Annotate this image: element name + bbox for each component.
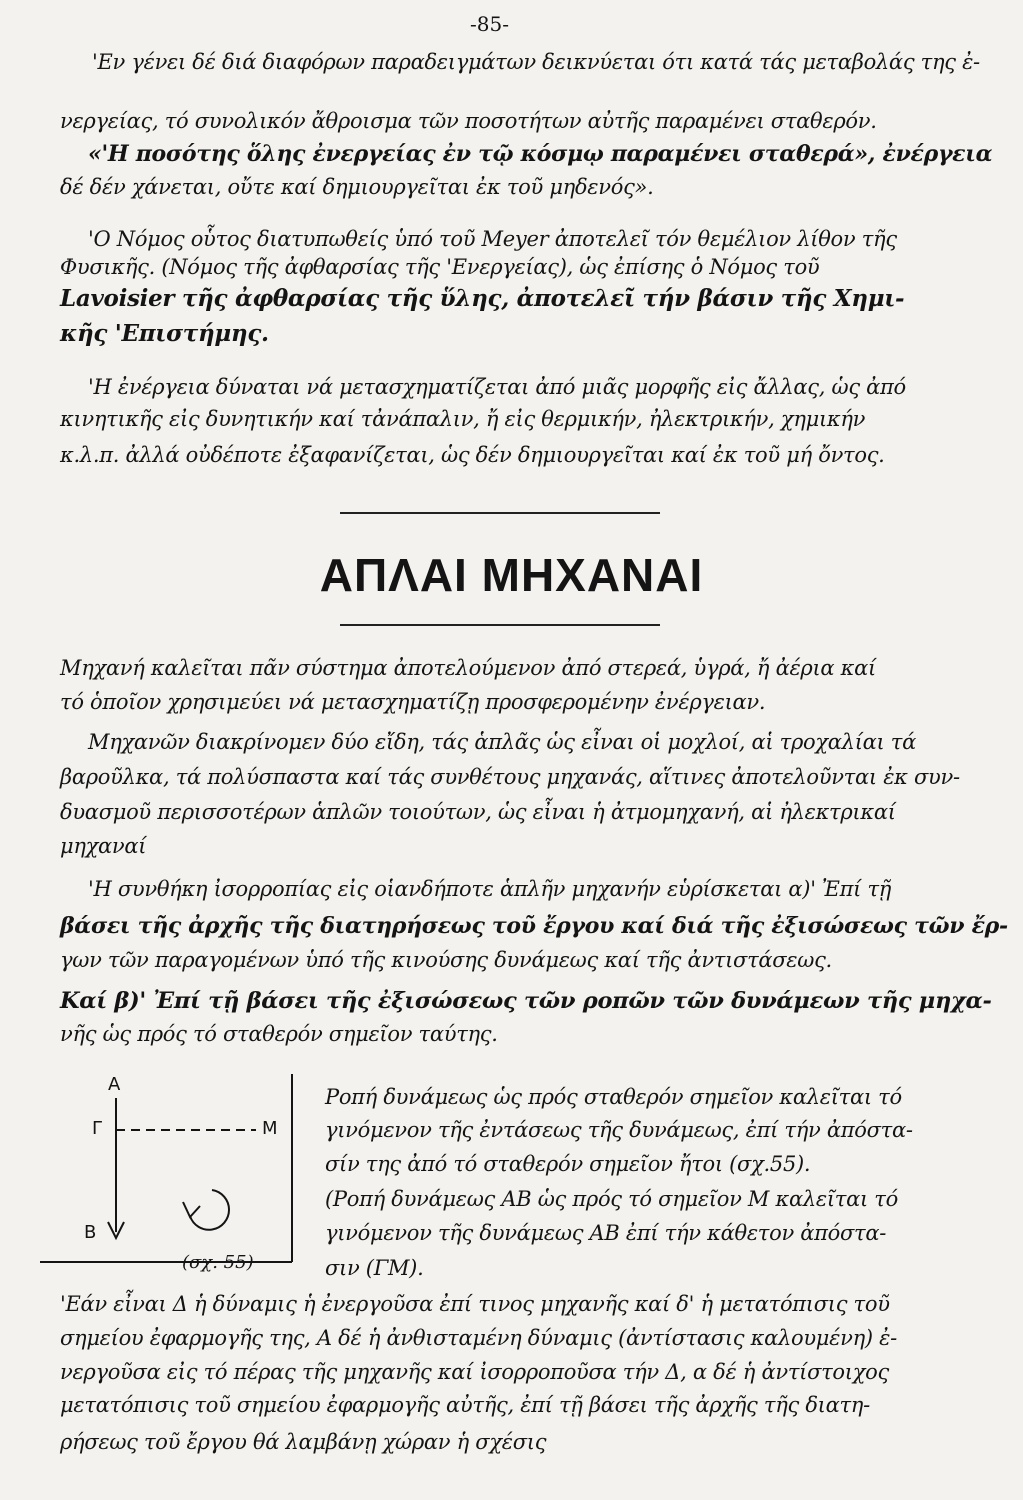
- text-line: Μηχανή καλεῖται πᾶν σύστημα ἀποτελούμενον ἀπό στερεά, ὑγρά, ἤ ἀέρια καί: [60, 656, 876, 680]
- text-line: σιν (ΓΜ).: [325, 1256, 424, 1280]
- text-line: μηχαναί: [60, 834, 147, 858]
- text-line: (Ροπή δυνάμεως ΑΒ ὡς πρός τό σημεῖον Μ καλεῖται τό: [325, 1187, 898, 1211]
- text-line: γινόμενον τῆς δυνάμεως ΑΒ ἐπί τήν κάθετον ἀπόστα-: [325, 1221, 887, 1245]
- section-heading: ΑΠΛΑΙ ΜΗΧΑΝΑΙ: [319, 549, 704, 601]
- text-line: ρήσεως τοῦ ἔργου θά λαμβάνῃ χώραν ἡ σχέσις: [60, 1430, 547, 1454]
- text-line: νεργείας, τό συνολικόν ἄθροισμα τῶν ποσοτήτων αὐτῆς παραμένει σταθερόν.: [60, 109, 877, 133]
- text-line: νῆς ὡς πρός τό σταθερόν σημεῖον ταύτης.: [60, 1022, 498, 1046]
- text-line: γων τῶν παραγομένων ὑπό τῆς κινούσης δυνάμεως καί τῆς ἀντιστάσεως.: [60, 948, 832, 972]
- page-number: -85-: [470, 12, 509, 36]
- text-line: «'Η ποσότης ὅλης ἐνεργείας ἐν τῷ κόσμῳ παραμένει σταθερά», ἐνέργεια: [88, 141, 993, 167]
- text-line: 'Η ἐνέργεια δύναται νά μετασχηματίζεται ἀπό μιᾶς μορφῆς εἰς ἄλλας, ὡς ἀπό: [88, 375, 906, 399]
- text-line: σημείου ἐφαρμογῆς της, Α δέ ἡ ἀνθισταμένη δύναμις (ἀντίστασις καλουμένη) ἐ-: [60, 1326, 897, 1350]
- text-line: βάσει τῆς ἀρχῆς τῆς διατηρήσεως τοῦ ἔργου καί διά τῆς ἐξισώσεως τῶν ἔρ-: [60, 913, 1008, 939]
- text-line: 'Ο Νόμος οὗτος διατυπωθείς ὑπό τοῦ Meyer ἀποτελεῖ τόν θεμέλιον λίθον τῆς: [88, 227, 897, 251]
- text-line: 'Εάν εἶναι Δ ἡ δύναμις ἡ ἐνεργοῦσα ἐπί τινος μηχανῆς καί δ' ἡ μετατόπισις τοῦ: [60, 1292, 890, 1316]
- label-a: Α: [108, 1074, 121, 1095]
- text-line: κινητικῆς εἰς δυνητικήν καί τἀνάπαλιν, ἤ εἰς θερμικήν, ἠλεκτρικήν, χημικήν: [60, 407, 866, 431]
- text-line: δυασμοῦ περισσοτέρων ἁπλῶν τοιούτων, ὡς εἶναι ἡ ἀτμομηχανή, αἱ ἠλεκτρικαί: [60, 800, 896, 824]
- top-divider: [340, 512, 660, 514]
- figure-caption: (σχ. 55): [182, 1252, 254, 1273]
- label-b: Β: [84, 1222, 97, 1243]
- text-line: γινόμενον τῆς ἐντάσεως τῆς δυνάμεως, ἐπί τήν ἀπόστα-: [325, 1118, 913, 1142]
- figure-55: [40, 1070, 310, 1280]
- text-line: Lavoisier τῆς ἀφθαρσίας τῆς ὕλης, ἀποτελεῖ τήν βάσιν τῆς Χημι-: [60, 285, 905, 312]
- text-line: κ.λ.π. ἀλλά οὐδέποτε ἐξαφανίζεται, ὡς δέν δημιουργεῖται καί ἐκ τοῦ μή ὄντος.: [60, 443, 885, 467]
- moment-diagram: [40, 1070, 310, 1280]
- text-line: Φυσικῆς. (Νόμος τῆς ἀφθαρσίας τῆς 'Ενεργείας), ὡς ἐπίσης ὁ Νόμος τοῦ: [60, 255, 820, 279]
- text-line: νεργοῦσα εἰς τό πέρας τῆς μηχανῆς καί ἰσορροποῦσα τήν Δ, α δέ ἡ ἀντίστοιχος: [60, 1360, 889, 1384]
- text-line: μετατόπισις τοῦ σημείου ἐφαρμογῆς αὐτῆς, ἐπί τῇ βάσει τῆς ἀρχῆς τῆς διατη-: [60, 1393, 870, 1417]
- label-g: Γ: [92, 1118, 103, 1139]
- text-line: Ροπή δυνάμεως ὡς πρός σταθερόν σημεῖον καλεῖται τό: [325, 1085, 902, 1109]
- text-line: 'Η συνθήκη ἰσορροπίας εἰς οἱανδήποτε ἁπλῆν μηχανήν εὑρίσκεται α)' Ἐπί τῇ: [88, 877, 892, 901]
- text-line: κῆς 'Επιστήμης.: [60, 320, 269, 347]
- bottom-divider: [340, 624, 660, 626]
- label-m: Μ: [262, 1118, 278, 1139]
- text-line: τό ὁποῖον χρησιμεύει νά μετασχηματίζῃ προσφερομένην ἐνέργειαν.: [60, 690, 766, 714]
- text-line: δέ δέν χάνεται, οὔτε καί δημιουργεῖται ἐκ τοῦ μηδενός».: [60, 175, 654, 199]
- text-line: σίν της ἀπό τό σταθερόν σημεῖον ἤτοι (σχ.55).: [325, 1152, 811, 1176]
- text-line: Μηχανῶν διακρίνομεν δύο εἴδη, τάς ἁπλᾶς ὡς εἶναι οἱ μοχλοί, αἱ τροχαλίαι τά: [88, 730, 917, 754]
- text-line: βαροῦλκα, τά πολύσπαστα καί τάς συνθέτους μηχανάς, αἵτινες ἀποτελοῦνται ἐκ συν-: [60, 765, 960, 789]
- text-line: 'Εν γένει δέ διά διαφόρων παραδειγμάτων δεικνύεται ότι κατά τάς μεταβολάς της ἐ-: [92, 50, 980, 74]
- text-line: Καί β)' Ἐπί τῇ βάσει τῆς ἐξισώσεως τῶν ροπῶν τῶν δυνάμεων τῆς μηχα-: [60, 988, 992, 1014]
